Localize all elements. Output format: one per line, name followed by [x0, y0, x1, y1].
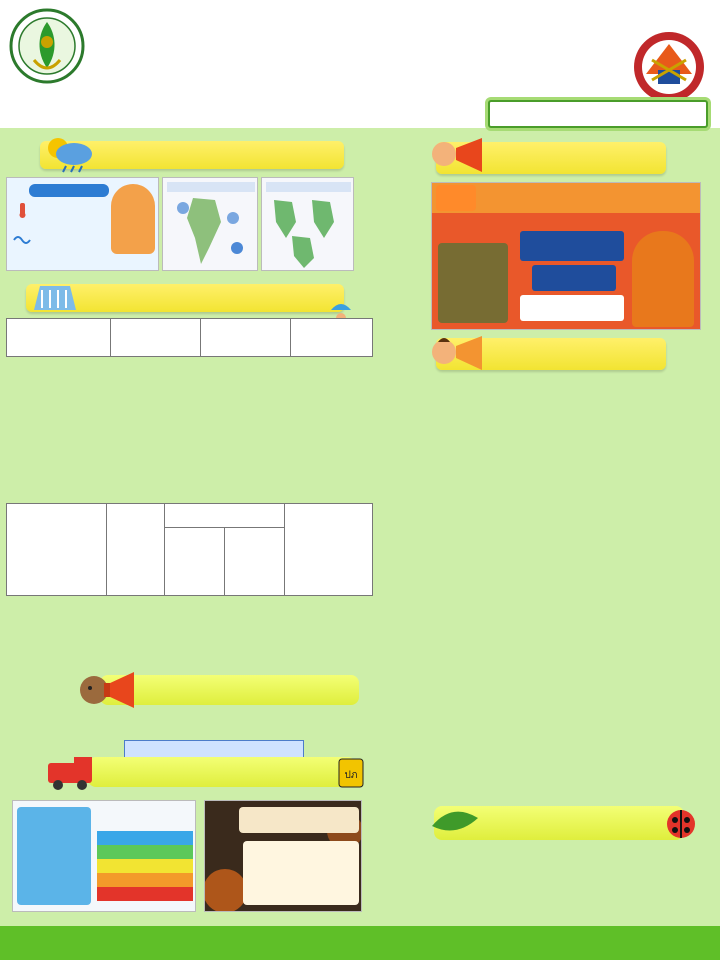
notice-box-3: [520, 295, 624, 321]
aqi-level-3: [97, 859, 193, 873]
daily-banner: [88, 757, 356, 787]
provincial-seal-logo: [632, 30, 706, 104]
agriculture-ministry-logo: [8, 6, 86, 106]
pm25-card: [17, 807, 91, 905]
thermometer-icon: [13, 202, 33, 218]
rain-cloud-icon: [44, 134, 96, 178]
leaf-icon: [430, 808, 480, 842]
weather-map-image: [162, 177, 258, 271]
col-crest: [107, 504, 165, 596]
pm25-panel: [12, 800, 196, 912]
daily-image-note: [243, 841, 359, 905]
weir-table: [6, 503, 373, 596]
aqi-level-4: [97, 873, 193, 887]
weather-alert-image: [6, 177, 159, 271]
disaster-dept-logo: [338, 758, 364, 792]
mascot-figure: [111, 184, 155, 254]
col-rain: [285, 504, 373, 596]
date-box: [488, 100, 708, 128]
dam-icon: [30, 280, 80, 318]
col-upstream: [165, 528, 225, 596]
officer-figure: [632, 231, 694, 327]
svg-text:ปภ: ปภ: [344, 770, 358, 781]
col-downstream: [225, 528, 285, 596]
col-weir: [7, 504, 107, 596]
wave-icon: [13, 230, 33, 246]
reservoir-table: [6, 318, 373, 357]
col-volume: [201, 319, 291, 357]
ladybug-icon: [664, 806, 698, 844]
megaphone-kid-icon: [430, 134, 488, 182]
megaphone-animal-icon: [78, 668, 144, 716]
rain-map-image: [261, 177, 354, 271]
notice-box-2: [532, 265, 616, 291]
aqi-level-1: [97, 831, 193, 845]
col-today: [165, 504, 285, 528]
daily-image-title: [239, 807, 359, 833]
aqi-level-5: [97, 887, 193, 901]
col-percent: [291, 319, 373, 357]
daily-hazard-image: [204, 800, 362, 912]
fire-truck-icon: [44, 749, 100, 795]
burning-field-photo: [438, 243, 508, 323]
notice-brand: [436, 185, 476, 211]
footer: [0, 926, 720, 960]
notice-box-1: [520, 231, 624, 261]
province-notice-image: [431, 182, 701, 330]
weather-alert-title: [29, 184, 109, 197]
col-reservoir: [7, 319, 111, 357]
megaphone-girl-icon: [430, 332, 488, 380]
aqi-level-2: [97, 845, 193, 859]
col-capacity: [111, 319, 201, 357]
